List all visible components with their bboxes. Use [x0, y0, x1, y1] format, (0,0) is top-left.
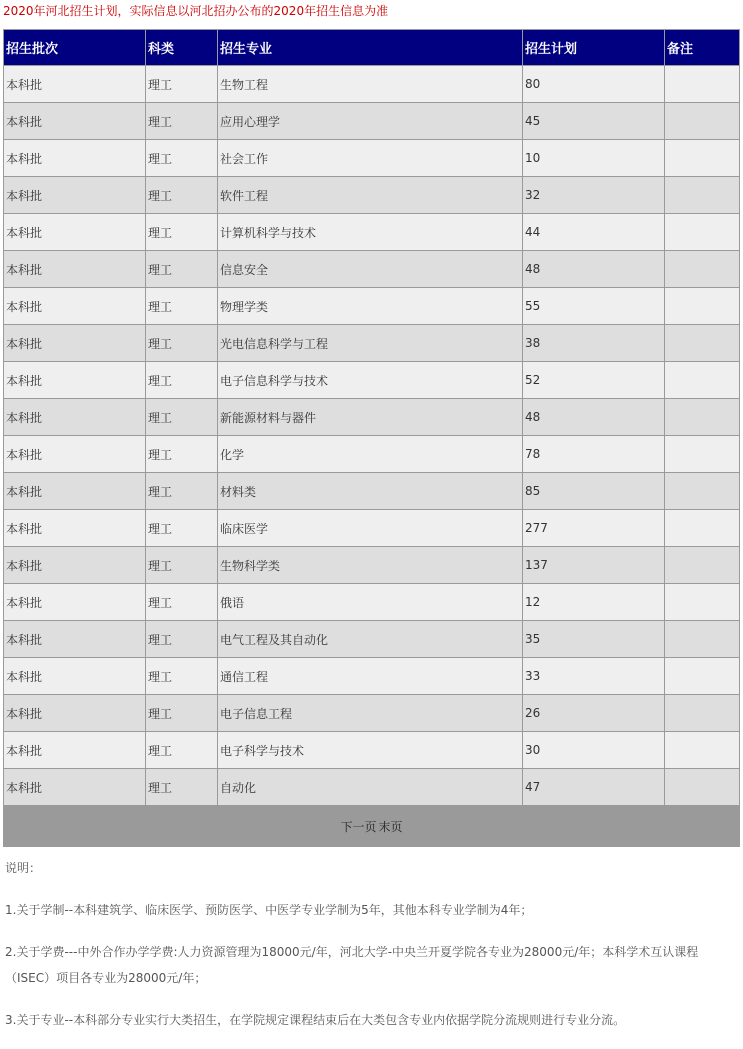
cell-plan: 85 [523, 473, 665, 510]
pager-cell [4, 806, 740, 847]
cell-plan: 45 [523, 103, 665, 140]
cell-remark [665, 658, 740, 695]
cell-major: 物理学类 [218, 288, 523, 325]
cell-category: 理工 [146, 399, 218, 436]
cell-remark [665, 695, 740, 732]
table-row [4, 288, 740, 325]
cell-batch: 本科批 [4, 140, 146, 177]
cell-batch: 本科批 [4, 584, 146, 621]
table-row [4, 510, 740, 547]
cell-category: 理工 [146, 510, 218, 547]
next-page-link[interactable]: 下一页 [340, 819, 377, 834]
cell-major: 化学 [218, 436, 523, 473]
notice-text: 2020年河北招生计划，实际信息以河北招办公布的2020年招生信息为准 [3, 4, 389, 18]
cell-major: 光电信息科学与工程 [218, 325, 523, 362]
cell-batch: 本科批 [4, 325, 146, 362]
cell-plan: 48 [523, 399, 665, 436]
cell-category: 理工 [146, 140, 218, 177]
header-batch: 招生批次 [4, 30, 146, 66]
cell-batch: 本科批 [4, 251, 146, 288]
cell-plan: 44 [523, 214, 665, 251]
cell-batch: 本科批 [4, 66, 146, 103]
cell-batch: 本科批 [4, 695, 146, 732]
cell-remark [665, 177, 740, 214]
cell-batch: 本科批 [4, 177, 146, 214]
cell-batch: 本科批 [4, 399, 146, 436]
cell-batch: 本科批 [4, 769, 146, 806]
cell-plan: 30 [523, 732, 665, 769]
cell-remark [665, 584, 740, 621]
cell-category: 理工 [146, 251, 218, 288]
cell-major: 电气工程及其自动化 [218, 621, 523, 658]
cell-plan: 26 [523, 695, 665, 732]
notes-section [5, 855, 737, 1049]
cell-plan: 35 [523, 621, 665, 658]
table-body [4, 66, 740, 806]
header-remark: 备注 [665, 30, 740, 66]
cell-remark [665, 732, 740, 769]
cell-major: 材料类 [218, 473, 523, 510]
cell-category: 理工 [146, 658, 218, 695]
cell-major: 电子信息工程 [218, 695, 523, 732]
cell-category: 理工 [146, 732, 218, 769]
cell-plan: 48 [523, 251, 665, 288]
cell-major: 生物工程 [218, 66, 523, 103]
cell-major: 通信工程 [218, 658, 523, 695]
header-plan: 招生计划 [523, 30, 665, 66]
table-row [4, 399, 740, 436]
cell-major: 电子信息科学与技术 [218, 362, 523, 399]
cell-category: 理工 [146, 66, 218, 103]
cell-major: 信息安全 [218, 251, 523, 288]
cell-category: 理工 [146, 177, 218, 214]
cell-category: 理工 [146, 695, 218, 732]
cell-remark [665, 362, 740, 399]
cell-remark [665, 436, 740, 473]
cell-remark [665, 288, 740, 325]
table-row [4, 66, 740, 103]
cell-batch: 本科批 [4, 288, 146, 325]
cell-category: 理工 [146, 473, 218, 510]
cell-remark [665, 473, 740, 510]
cell-batch: 本科批 [4, 510, 146, 547]
cell-category: 理工 [146, 325, 218, 362]
table-row [4, 177, 740, 214]
cell-plan: 10 [523, 140, 665, 177]
cell-category: 理工 [146, 362, 218, 399]
note-item: 1.关于学制--本科建筑学、临床医学、预防医学、中医学专业学制为5年，其他本科专业学制为4年； [5, 903, 533, 917]
cell-remark [665, 66, 740, 103]
cell-plan: 52 [523, 362, 665, 399]
cell-plan: 32 [523, 177, 665, 214]
cell-major: 社会工作 [218, 140, 523, 177]
cell-major: 自动化 [218, 769, 523, 806]
cell-batch: 本科批 [4, 732, 146, 769]
cell-major: 计算机科学与技术 [218, 214, 523, 251]
note-item: 2.关于学费---中外合作办学学费:人力资源管理为18000元/年，河北大学-中央兰开夏学院各专业为28000元/年；本科学术互认课程（ISEC）项目各专业为28000元/年； [5, 945, 699, 985]
cell-major: 新能源材料与器件 [218, 399, 523, 436]
cell-remark [665, 214, 740, 251]
table-row [4, 658, 740, 695]
cell-remark [665, 251, 740, 288]
notes-title: 说明： [5, 861, 42, 875]
cell-category: 理工 [146, 769, 218, 806]
header-major: 招生专业 [218, 30, 523, 66]
cell-plan: 38 [523, 325, 665, 362]
cell-plan: 80 [523, 66, 665, 103]
cell-plan: 12 [523, 584, 665, 621]
cell-category: 理工 [146, 288, 218, 325]
cell-remark [665, 769, 740, 806]
cell-remark [665, 621, 740, 658]
cell-category: 理工 [146, 621, 218, 658]
cell-major: 俄语 [218, 584, 523, 621]
table-row [4, 769, 740, 806]
cell-remark [665, 547, 740, 584]
cell-category: 理工 [146, 584, 218, 621]
cell-remark [665, 510, 740, 547]
cell-plan: 47 [523, 769, 665, 806]
cell-category: 理工 [146, 214, 218, 251]
note-item: 3.关于专业--本科部分专业实行大类招生，在学院规定课程结束后在大类包含专业内依据学院分流规则进行专业分流。 [5, 1013, 626, 1027]
cell-major: 临床医学 [218, 510, 523, 547]
table-row [4, 695, 740, 732]
table-row [4, 214, 740, 251]
cell-remark [665, 140, 740, 177]
table-row [4, 547, 740, 584]
table-row [4, 140, 740, 177]
table-row [4, 621, 740, 658]
cell-batch: 本科批 [4, 621, 146, 658]
cell-plan: 78 [523, 436, 665, 473]
cell-batch: 本科批 [4, 473, 146, 510]
cell-batch: 本科批 [4, 658, 146, 695]
table-row [4, 436, 740, 473]
cell-major: 应用心理学 [218, 103, 523, 140]
cell-batch: 本科批 [4, 436, 146, 473]
header-category: 科类 [146, 30, 218, 66]
cell-remark [665, 103, 740, 140]
table-row [4, 584, 740, 621]
table-row [4, 325, 740, 362]
cell-category: 理工 [146, 436, 218, 473]
cell-batch: 本科批 [4, 362, 146, 399]
cell-category: 理工 [146, 547, 218, 584]
cell-category: 理工 [146, 103, 218, 140]
cell-plan: 277 [523, 510, 665, 547]
cell-batch: 本科批 [4, 103, 146, 140]
cell-major: 生物科学类 [218, 547, 523, 584]
cell-remark [665, 325, 740, 362]
cell-major: 软件工程 [218, 177, 523, 214]
cell-remark [665, 399, 740, 436]
last-page-link[interactable]: 末页 [378, 819, 403, 834]
enrollment-plan-table [3, 29, 740, 847]
cell-plan: 33 [523, 658, 665, 695]
table-header-row [4, 30, 740, 66]
table-row [4, 362, 740, 399]
cell-plan: 55 [523, 288, 665, 325]
pager-row [4, 806, 740, 847]
table-row [4, 473, 740, 510]
cell-batch: 本科批 [4, 547, 146, 584]
cell-batch: 本科批 [4, 214, 146, 251]
table-row [4, 103, 740, 140]
cell-major: 电子科学与技术 [218, 732, 523, 769]
cell-plan: 137 [523, 547, 665, 584]
table-row [4, 732, 740, 769]
table-row [4, 251, 740, 288]
